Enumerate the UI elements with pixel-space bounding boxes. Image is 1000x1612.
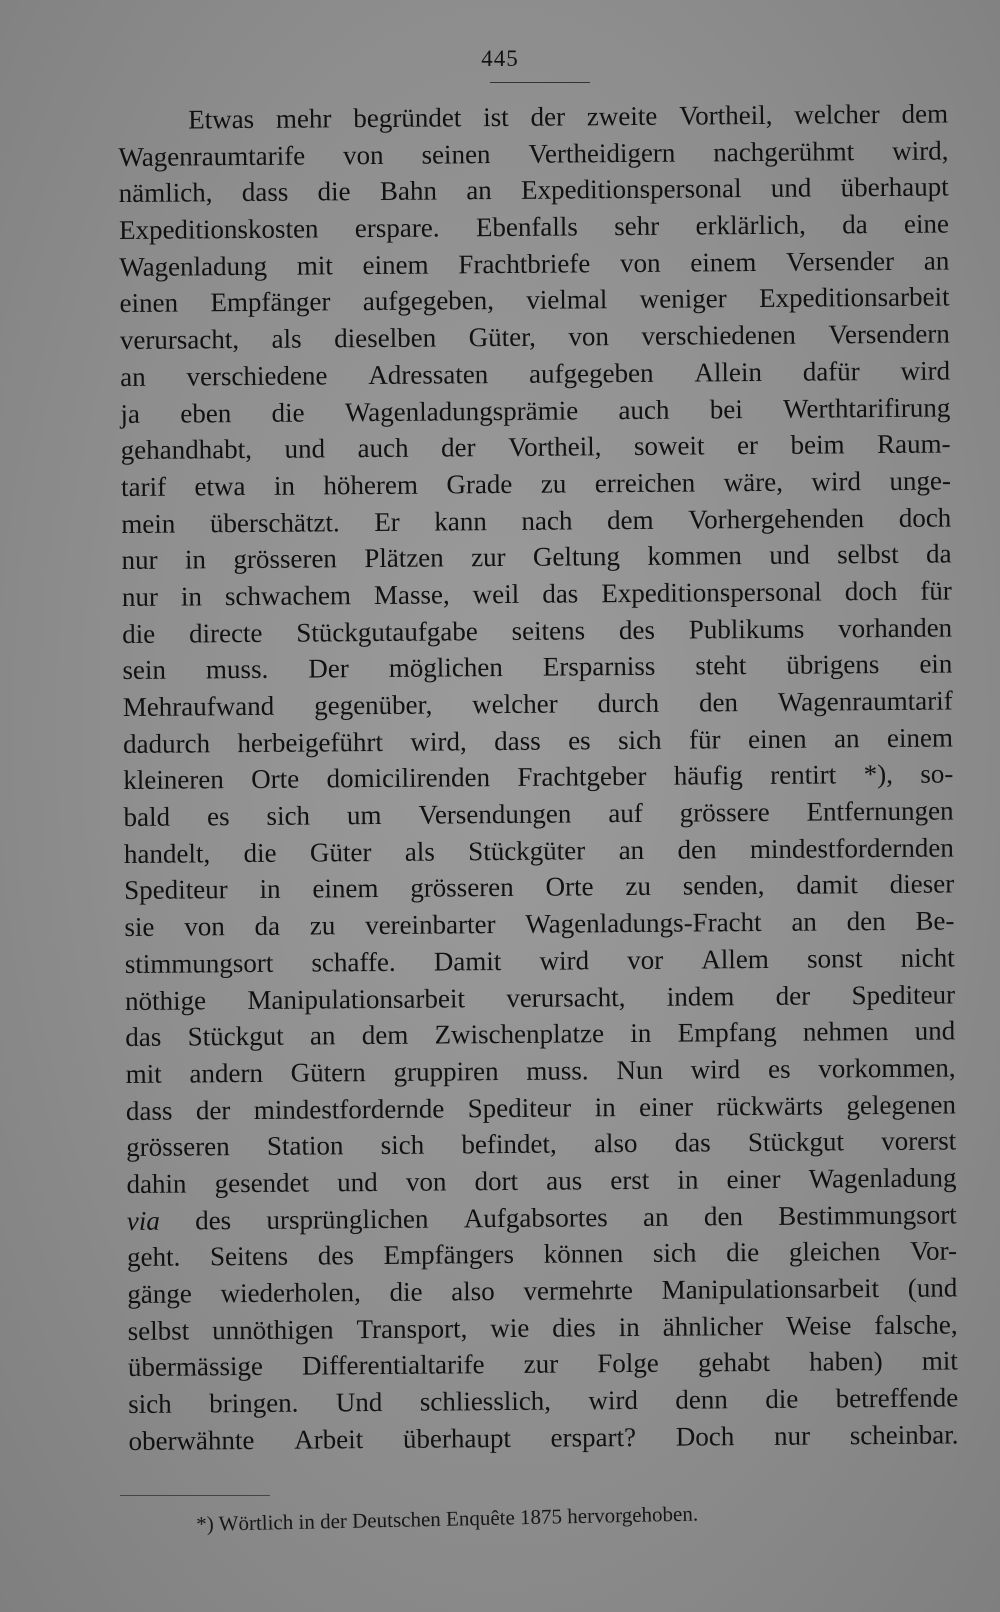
paragraph-line: Wagenladung mit einem Frachtbriefe von einem Versender an — [119, 245, 950, 282]
paragraph-line: Etwas mehr begründet ist der zweite Vortheil, welcher dem — [188, 98, 949, 135]
paragraph-line: mit andern Gütern gruppiren muss. Nun wird es vorkommen, — [125, 1052, 956, 1089]
paragraph-line: nur in grösseren Plätzen zur Geltung kommen und selbst da — [121, 538, 952, 576]
paragraph-line: dass der mindestfordernde Spediteur in einer rückwärts gelegenen — [125, 1089, 956, 1126]
footnote-rule — [120, 1495, 270, 1496]
paragraph-line: kleineren Orte domicilirenden Frachtgeber häufig rentirt *), so- — [123, 758, 954, 796]
paragraph-line: übermässige Differentialtarife zur Folge gehabt haben) mit — [127, 1345, 958, 1383]
paragraph-line: Mehraufwand gegenüber, welcher durch den Wagenraumtarif — [122, 685, 953, 722]
paragraph-line: selbst unnöthigen Transport, wie dies in ähnlicher Weise falsche, — [127, 1309, 958, 1346]
paragraph-line: gehandhabt, und auch der Vortheil, soweit er beim Raum- — [120, 428, 951, 466]
paragraph-line: Wagenraumtarife von seinen Vertheidigern nachgerühmt wird, — [118, 135, 949, 172]
paragraph-line: nämlich, dass die Bahn an Expeditionspersonal und überhaupt — [118, 171, 949, 209]
footnote: *) Wörtlich in der Deutschen Enquête 1875 hervorgehoben. — [196, 1501, 699, 1536]
paragraph-line: einen Empfänger aufgegeben, vielmal weniger Expeditionsarbeit — [119, 281, 950, 319]
paragraph-line: ja eben die Wagenladungsprämie auch bei Werthtarifirung — [120, 391, 951, 429]
paragraph-line: dadurch herbeigeführt wird, dass es sich für einen an einem — [122, 722, 954, 759]
paragraph-line: handelt, die Güter als Stückgüter an den mindestfordernden — [123, 832, 954, 869]
paragraph-line: nur in schwachem Masse, weil das Expeditionspersonal doch für — [121, 575, 952, 612]
paragraph-line: sich bringen. Und schliesslich, wird denn die betreffende — [128, 1382, 959, 1420]
page-number: 445 — [481, 46, 519, 71]
paragraph-line: sein muss. Der möglichen Ersparniss steht übrigens ein — [122, 648, 953, 686]
paragraph-line: dahin gesendet und von dort aus erst in einer Wagenladung — [126, 1162, 957, 1199]
paragraph-line: tarif etwa in höherem Grade zu erreichen wäre, wird unge- — [120, 465, 951, 502]
paragraph-line: Spediteur in einem grösseren Orte zu senden, damit dieser — [124, 868, 955, 906]
paragraph-line: grösseren Station sich befindet, also das Stückgut vorerst — [126, 1125, 957, 1163]
paragraph-line: sie von da zu vereinbarter Wagenladungs-Fracht an den Be- — [124, 905, 955, 943]
paragraph-line: an verschiedene Adressaten aufgegeben Allein dafür wird — [120, 355, 951, 392]
paragraph-line: Expeditionskosten erspare. Ebenfalls sehr erklärlich, da eine — [118, 208, 950, 246]
paragraph-line: gänge wiederholen, die also vermehrte Manipulationsarbeit (und — [127, 1272, 958, 1309]
paragraph-line: stimmungsort schaffe. Damit wird vor Allem sonst nicht — [124, 942, 955, 979]
header-rule — [490, 82, 590, 83]
paragraph-line: geht. Seitens des Empfängers können sich die gleichen Vor- — [126, 1235, 958, 1273]
paragraph-line: verursacht, als dieselben Güter, von verschiedenen Versendern — [119, 318, 950, 356]
paragraph-line: oberwähnte Arbeit überhaupt erspart? Doch nur scheinbar. — [128, 1419, 959, 1456]
paragraph-line: via des ursprünglichen Aufgabsortes an den Bestimmungsort — [126, 1199, 957, 1236]
paragraph-line: nöthige Manipulationsarbeit verursacht, indem der Spediteur — [124, 978, 956, 1016]
paragraph-line: bald es sich um Versendungen auf grössere Entfernungen — [123, 795, 954, 833]
paragraph-line: die directe Stückgutaufgabe seitens des Publikums vorhanden — [122, 612, 953, 649]
main-paragraph — [118, 95, 959, 1459]
paragraph-line: mein überschätzt. Er kann nach dem Vorhergehenden doch — [121, 502, 952, 539]
paragraph-line: das Stückgut an dem Zwischenplatze in Empfang nehmen und — [125, 1015, 956, 1053]
